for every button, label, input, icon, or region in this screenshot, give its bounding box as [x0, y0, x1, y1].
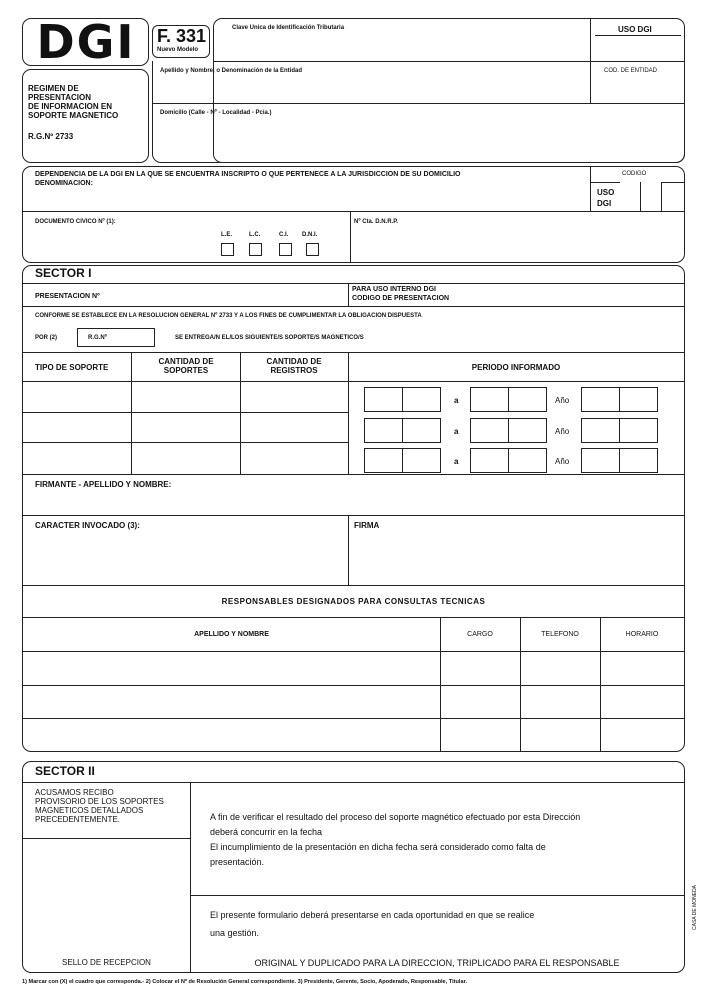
- col-cantidad-soportes: CANTIDAD DE: [158, 357, 214, 366]
- sello-area: [24, 840, 188, 950]
- address-label: Domicilio (Calle - Nº - Localidad - Pcia.): [160, 110, 272, 116]
- codigo-cell[interactable]: [641, 182, 662, 211]
- caracter-field[interactable]: [24, 533, 346, 583]
- presente-line: una gestión.: [210, 928, 260, 938]
- periodo-a-label: a: [454, 457, 459, 466]
- periodo-ano-label: Año: [555, 396, 570, 405]
- verificar-line: deberá concurrir en la fecha: [210, 827, 323, 837]
- resp-col-telefono: TELEFONO: [541, 631, 579, 638]
- fecha-field[interactable]: [345, 825, 465, 837]
- por-label: POR (2): [35, 335, 58, 341]
- col-cantidad-registros: CANTIDAD DE: [266, 357, 322, 366]
- acusamos-line: PRECEDENTEMENTE.: [35, 815, 120, 824]
- codigo-label: CODIGO: [622, 171, 647, 177]
- name-address-box: [152, 61, 685, 163]
- form-model: Nuevo Modelo: [157, 47, 199, 53]
- regime-line: SOPORTE MAGNETICO: [28, 111, 119, 120]
- col-cantidad-soportes: SOPORTES: [163, 366, 209, 375]
- periodo-ano-label: Año: [555, 427, 570, 436]
- periodo-a-label: a: [454, 427, 459, 436]
- cta-label: Nº Cta. D.N.R.P.: [354, 219, 399, 225]
- sello-label: SELLO DE RECEPCION: [62, 958, 151, 967]
- firmante-field[interactable]: [24, 492, 682, 514]
- periodo-a-label: a: [454, 396, 459, 405]
- responsables-title: RESPONSABLES DESIGNADOS PARA CONSULTAS TECNICAS: [221, 597, 486, 606]
- doc-type-label: L.E.: [221, 232, 233, 238]
- form-number: F. 331: [157, 26, 207, 46]
- side-text: CASA DE MONEDA: [692, 884, 698, 930]
- presente-line: El presente formulario deberá presentarse en cada oportunidad en que se realice: [210, 910, 535, 920]
- doc-type-label: L.C.: [249, 232, 261, 238]
- uso-dgi-label: USO DGI: [618, 25, 652, 34]
- lc-checkbox[interactable]: [249, 243, 262, 256]
- verificar-line: A fin de verificar el resultado del proceso del soporte magnético efectuado por esta Dirección: [210, 812, 581, 822]
- uso-interno-line1: PARA USO INTERNO DGI: [352, 286, 437, 293]
- cuit-field[interactable]: [215, 33, 588, 59]
- resp-col-nombre: APELLIDO Y NOMBRE: [194, 631, 269, 638]
- resolution-label: R.G.Nº 2733: [28, 132, 74, 141]
- caracter-label: CARACTER INVOCADO (3):: [35, 521, 140, 530]
- resp-col-horario: HORARIO: [625, 631, 659, 638]
- footnote: 1) Marcar con (X) el cuadro que corresponda.- 2) Colocar el Nº de Resolución General correspondiente. 3) Presidente, Gerente, Socio, Apoderado, Responsable, Titular.: [22, 979, 467, 985]
- presentacion-label: PRESENTACION Nº: [35, 293, 100, 300]
- col-tipo-soporte: TIPO DE SOPORTE: [35, 363, 109, 372]
- verificar-line: presentación.: [210, 857, 265, 867]
- uso-interno-line2: CODIGO DE PRESENTACION: [352, 295, 450, 302]
- sector1-title: SECTOR I: [35, 266, 92, 280]
- dgi-label: DGI: [597, 199, 612, 208]
- conforme-text: CONFORME SE ESTABLECE EN LA RESOLUCION GENERAL Nº 2733 Y A LOS FINES DE CUMPLIMENTAR LA OBLIGACION DISPUESTA: [35, 313, 422, 319]
- acusamos-line: ACUSAMOS RECIBO: [35, 788, 114, 797]
- codigo-cell[interactable]: [620, 182, 641, 211]
- resp-col-cargo: CARGO: [467, 631, 493, 638]
- cta-field[interactable]: [352, 228, 682, 260]
- rg-label: R.G.Nº: [88, 335, 107, 341]
- cuit-label: Clave Unica de Identificación Tributaria: [232, 25, 345, 31]
- le-checkbox[interactable]: [221, 243, 234, 256]
- uso-label: USO: [597, 188, 615, 197]
- firmante-label: FIRMANTE - APELLIDO Y NOMBRE:: [35, 480, 172, 489]
- original-text: ORIGINAL Y DUPLICADO PARA LA DIRECCION, TRIPLICADO PARA EL RESPONSABLE: [254, 958, 620, 968]
- regime-line: DE INFORMACION EN: [28, 102, 112, 111]
- periodo-ano-label: Año: [555, 457, 570, 466]
- doc-type-label: C.I.: [279, 232, 289, 238]
- verificar-line: El incumplimiento de la presentación en dicha fecha será considerado como falta de: [210, 842, 546, 852]
- acusamos-line: PROVISORIO DE LOS SOPORTES: [35, 797, 164, 806]
- documento-label: DOCUMENTO CIVICO Nº (1):: [35, 219, 116, 225]
- firma-field[interactable]: [350, 533, 682, 583]
- se-entrega-text: SE ENTREGA/N EL/LOS SIGUIENTE/S SOPORTE/S MAGNETICO/S: [175, 335, 364, 341]
- cod-entidad-label: COD. DE ENTIDAD: [604, 68, 658, 74]
- presentacion-field[interactable]: [110, 287, 345, 305]
- acusamos-line: MAGNETICOS DETALLADOS: [35, 806, 144, 815]
- col-cantidad-registros: REGISTROS: [270, 366, 318, 375]
- regime-line: PRESENTACION: [28, 93, 91, 102]
- sector2-title: SECTOR II: [35, 764, 95, 778]
- ci-checkbox[interactable]: [279, 243, 292, 256]
- dependencia-line2: DENOMINACION:: [35, 180, 93, 187]
- dni-checkbox[interactable]: [306, 243, 319, 256]
- dgi-logo: DGI: [36, 15, 136, 69]
- regime-line: REGIMEN DE: [28, 84, 79, 93]
- col-periodo-informado: PERIODO INFORMADO: [471, 363, 561, 372]
- denominacion-field[interactable]: [110, 180, 580, 208]
- doc-type-label: D.N.I.: [302, 232, 318, 238]
- firma-label: FIRMA: [354, 521, 380, 530]
- dependencia-line1: DEPENDENCIA DE LA DGI EN LA QUE SE ENCUENTRA INSCRIPTO O QUE PERTENECE A LA JURISDICCION DE SU DOMICILIO: [35, 171, 461, 178]
- name-label: Apellido y Nombre, o Denominación de la Entidad: [160, 68, 303, 74]
